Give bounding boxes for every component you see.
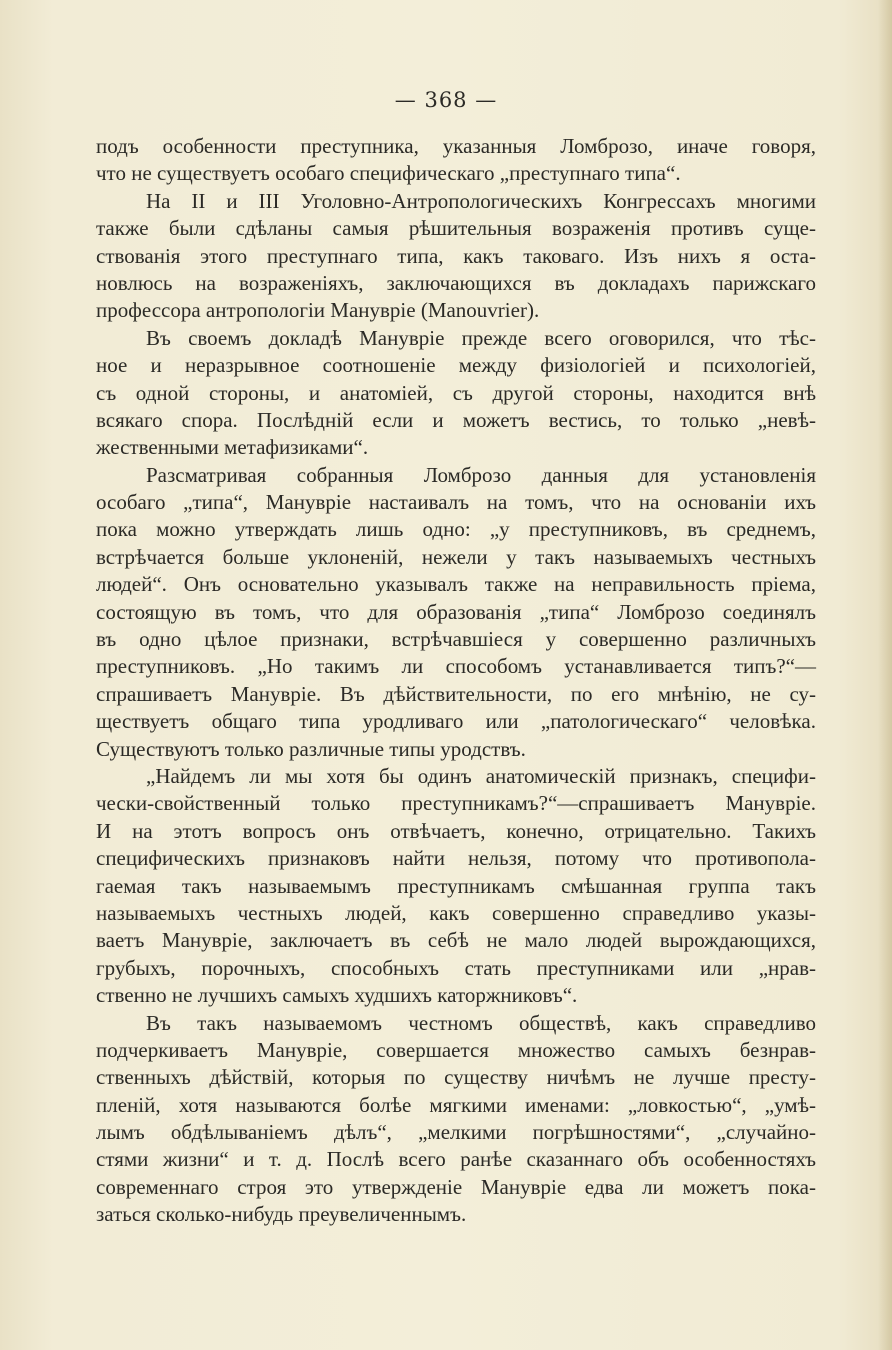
page-edge-shadow — [878, 0, 892, 1350]
text-line: лымъ обдѣлываніемъ дѣлъ“, „мелкими погрѣшностями“, „случайно- — [96, 1120, 816, 1145]
paragraph — [96, 763, 816, 1010]
text-line: гаемая такъ называемымъ преступникамъ смѣшанная группа такъ — [96, 873, 816, 898]
text-line: называемыхъ честныхъ людей, какъ совершенно справедливо указы- — [96, 900, 816, 925]
paragraph — [96, 133, 816, 188]
paragraph — [96, 462, 816, 763]
text-line: Въ своемъ докладѣ Мануврiе прежде всего оговорился, что тѣс- — [146, 325, 816, 350]
text-line: ственно не лучшихъ самыхъ худшихъ каторжниковъ“. — [96, 983, 578, 1008]
text-line: людей“. Онъ основательно указывалъ также на неправильность пріема, — [96, 572, 816, 597]
text-line: также были сдѣланы самыя рѣшительныя возраженія противъ суще- — [96, 216, 816, 241]
text-line: Существуютъ только различные типы уродствъ. — [96, 736, 526, 761]
text-line: специфическихъ признаковъ найти нельзя, потому что противопола- — [96, 846, 816, 871]
text-line: профессора антропологіи Мануврiе (Manouvrier). — [96, 298, 540, 323]
text-line: спрашиваетъ Мануврiе. Въ дѣйствительности, по его мнѣнію, не су- — [96, 681, 816, 706]
text-line: всякаго спора. Послѣдній если и можетъ вестись, то только „невѣ- — [96, 407, 816, 432]
text-line: ваетъ Мануврiе, заключаетъ въ себѣ не мало людей вырождающихся, — [96, 928, 816, 953]
text-line: Разсматривая собранныя Ломброзо данныя для установленія — [146, 462, 816, 487]
text-line: ствованія этого преступнаго типа, какъ таковаго. Изъ нихъ я оста- — [96, 243, 816, 268]
text-line: подъ особенности преступника, указанныя Ломброзо, иначе говоря, — [96, 134, 816, 158]
text-line: состоящую въ томъ, что для образованія „типа“ Ломброзо соединялъ — [96, 599, 816, 624]
text-line: заться сколько-нибудь преувеличеннымъ. — [96, 1202, 467, 1227]
text-line: стями жизни“ и т. д. Послѣ всего ранѣе сказаннаго объ особенностяхъ — [96, 1147, 816, 1172]
text-line: чески-свойственный только преступникамъ?“—спрашиваетъ Мануврiе. — [96, 791, 816, 816]
text-line: грубыхъ, порочныхъ, способныхъ стать преступниками или „нрав- — [96, 955, 816, 980]
paragraph — [96, 325, 816, 462]
text-line: въ одно цѣлое признаки, встрѣчавшіеся у совершенно различныхъ — [96, 627, 816, 652]
text-line: И на этотъ вопросъ онъ отвѣчаетъ, конечно, отрицательно. Такихъ — [96, 818, 816, 843]
text-line: „Найдемъ ли мы хотя бы одинъ анатомическій признакъ, специфи- — [146, 763, 816, 788]
page-number: — 368 — — [394, 88, 498, 112]
body-text — [96, 133, 816, 1229]
text-line: Въ такъ называемомъ честномъ обществѣ, какъ справедливо — [146, 1010, 816, 1035]
paragraph — [96, 188, 816, 325]
text-line: встрѣчается больше уклоненій, нежели у такъ называемыхъ честныхъ — [96, 544, 816, 569]
text-line: подчеркиваетъ Мануврiе, совершается множество самыхъ безнрав- — [96, 1037, 816, 1062]
text-line: ное и неразрывное соотношеніе между физіологіей и психологіей, — [96, 353, 816, 378]
text-line: ственныхъ дѣйствій, которыя по существу ничѣмъ не лучше престу- — [96, 1065, 816, 1090]
paragraph — [96, 1010, 816, 1229]
text-line: пока можно утверждать лишь одно: „у преступниковъ, въ среднемъ, — [96, 517, 816, 542]
text-line: особаго „типа“, Мануврiе настаивалъ на томъ, что на основаніи ихъ — [96, 490, 816, 515]
text-line: современнаго строя это утвержденіе Мануврiе едва ли можетъ пока- — [96, 1174, 816, 1199]
text-line: пленій, хотя называются болѣе мягкими именами: „ловкостью“, „умѣ- — [96, 1092, 816, 1117]
text-line: преступниковъ. „Но такимъ ли способомъ устанавливается типъ?“— — [96, 654, 816, 679]
text-line: жественными метафизиками“. — [96, 435, 369, 460]
text-line: На II и III Уголовно-Антропологическихъ Конгрессахъ многими — [146, 188, 816, 213]
text-line: ществуетъ общаго типа уродливаго или „патологическаго“ человѣка. — [96, 709, 816, 734]
text-line: что не существуетъ особаго специфическаго „преступнаго типа“. — [96, 161, 681, 186]
text-line: новлюсь на возраженіяхъ, заключающихся въ докладахъ парижскаго — [96, 270, 816, 295]
text-line: съ одной стороны, и анатоміей, съ другой стороны, находится внѣ — [96, 380, 816, 405]
